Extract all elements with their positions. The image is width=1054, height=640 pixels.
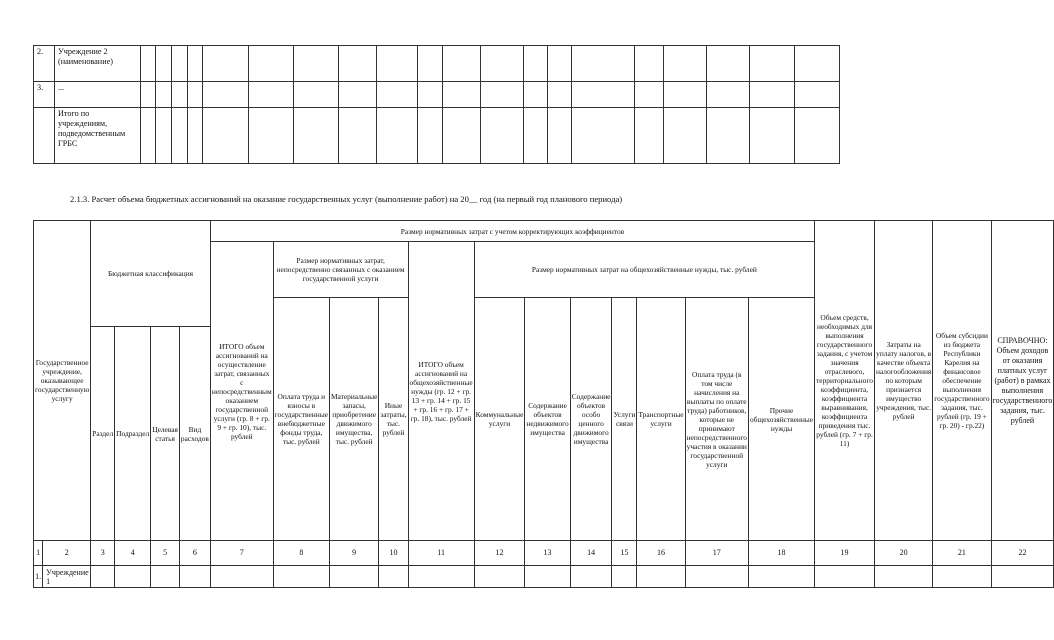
- header-institution: Государственное учреждение, оказывающее государственную услугу: [34, 221, 91, 541]
- column-number: 18: [748, 541, 814, 566]
- column-number: 3: [91, 541, 115, 566]
- column-number: 13: [525, 541, 570, 566]
- header-celevaya: Целевая статья: [151, 327, 180, 541]
- header-material: Материальные запасы, приобретение движимого имущества, тыс. рублей: [329, 298, 378, 541]
- row-number: [34, 108, 55, 164]
- header-general-costs: Размер нормативных затрат на общехозяйственные нужды, тыс. рублей: [474, 242, 814, 298]
- header-valuable-property: Содержание объектов особо ценного движимого имущества: [570, 298, 612, 541]
- budget-calculation-table: [33, 220, 1054, 588]
- header-utilities: Коммунальные услуги: [474, 298, 525, 541]
- column-number: 20: [875, 541, 933, 566]
- row-number: 3.: [34, 82, 55, 108]
- column-number: 15: [612, 541, 637, 566]
- header-realty: Содержание объектов недвижимого имущества: [525, 298, 570, 541]
- column-number: 4: [115, 541, 151, 566]
- institution-name: Учреждение 1: [43, 566, 91, 588]
- header-transport: Транспортные услуги: [637, 298, 685, 541]
- header-itogo-service: ИТОГО объем ассигнований на осуществление затрат, связанных с непосредственным оказанием государственной услуги (гр. 8 + гр. 9 + гр. 10), тыс. рублей: [210, 242, 273, 541]
- header-itogo-general: ИТОГО объем ассигнований на общехозяйственные нужды (гр. 12 + гр. 13 + гр. 14 + гр. 15 + гр. 16 + гр. 17 + гр. 18), тыс. рублей: [408, 242, 474, 541]
- header-equalization: Объем средств, необходимых для выполнения государственного задания, с учетом значения отраслевого, территориального коэффициента, коэффициента выравнивания, коэффициента приведения тыс. рублей (гр. 7 + гр. 11): [815, 221, 875, 541]
- column-number: 7: [210, 541, 273, 566]
- header-payroll: Оплата труда и взносы в государственные внебюджетные фонды труда, тыс. рублей: [273, 298, 329, 541]
- header-subsidy: Объем субсидии из бюджета Республики Карелия на финансовое обеспечение выполнения государственного задания, тыс. рублей (гр. 19 + гр. 20) - гр.22): [933, 221, 991, 541]
- table-row: [34, 108, 840, 164]
- column-number: 6: [179, 541, 210, 566]
- column-number: 9: [329, 541, 378, 566]
- header-vid-rashodov: Вид расходов: [179, 327, 210, 541]
- table-row: [34, 566, 1054, 588]
- institution-name: ...: [55, 82, 141, 108]
- header-razdel: Раздел: [91, 327, 115, 541]
- header-other-general: Прочие общехозяйственные нужды: [748, 298, 814, 541]
- row-number: 1.: [34, 566, 43, 588]
- header-budget-classification: Бюджетная классификация: [91, 221, 211, 327]
- column-number: 16: [637, 541, 685, 566]
- header-tax: Затраты на уплату налогов, в качестве объекта налогообложения по которым признается имущество учреждения, тыс. рублей: [875, 221, 933, 541]
- table-row: [34, 82, 840, 108]
- column-number-row: [34, 541, 1054, 566]
- column-number: 19: [815, 541, 875, 566]
- column-number: 22: [991, 541, 1054, 566]
- column-number: 8: [273, 541, 329, 566]
- top-table: [33, 45, 840, 164]
- column-number: 21: [933, 541, 991, 566]
- header-direct-costs: Размер нормативных затрат, непосредственно связанных с оказанием государственной услуги: [273, 242, 408, 298]
- column-number: 12: [474, 541, 525, 566]
- column-number: 1: [34, 541, 43, 566]
- column-number: 17: [685, 541, 748, 566]
- header-other-costs: Иные затраты, тыс. рублей: [379, 298, 408, 541]
- column-number: 14: [570, 541, 612, 566]
- total-label: Итого по учреждениям, подведомственным ГРБС: [55, 108, 141, 164]
- header-normative-costs: Размер нормативных затрат с учетом корректирующих коэффициентов: [210, 221, 814, 242]
- header-labor-other: Оплата труда (в том числе начисления на выплаты по оплате труда) работников, которые не принимают непосредственного участия в оказании государственной услуги: [685, 298, 748, 541]
- table-row: [34, 46, 840, 82]
- header-reference: СПРАВОЧНО: Объем доходов от оказания платных услуг (работ) в рамках выполнения государственного задания, тыс. рублей: [991, 221, 1054, 541]
- header-communication: Услуги связи: [612, 298, 637, 541]
- column-number: 5: [151, 541, 180, 566]
- row-number: 2.: [34, 46, 55, 82]
- column-number: 2: [43, 541, 91, 566]
- column-number: 11: [408, 541, 474, 566]
- institution-name: Учреждение 2 (наименование): [55, 46, 141, 82]
- section-title: 2.1.3. Расчет объема бюджетных ассигнований на оказание государственных услуг (выполнение работ) на 20__ год (на первый год планового периода): [70, 194, 623, 204]
- column-number: 10: [379, 541, 408, 566]
- header-podrazdel: Подраздел: [115, 327, 151, 541]
